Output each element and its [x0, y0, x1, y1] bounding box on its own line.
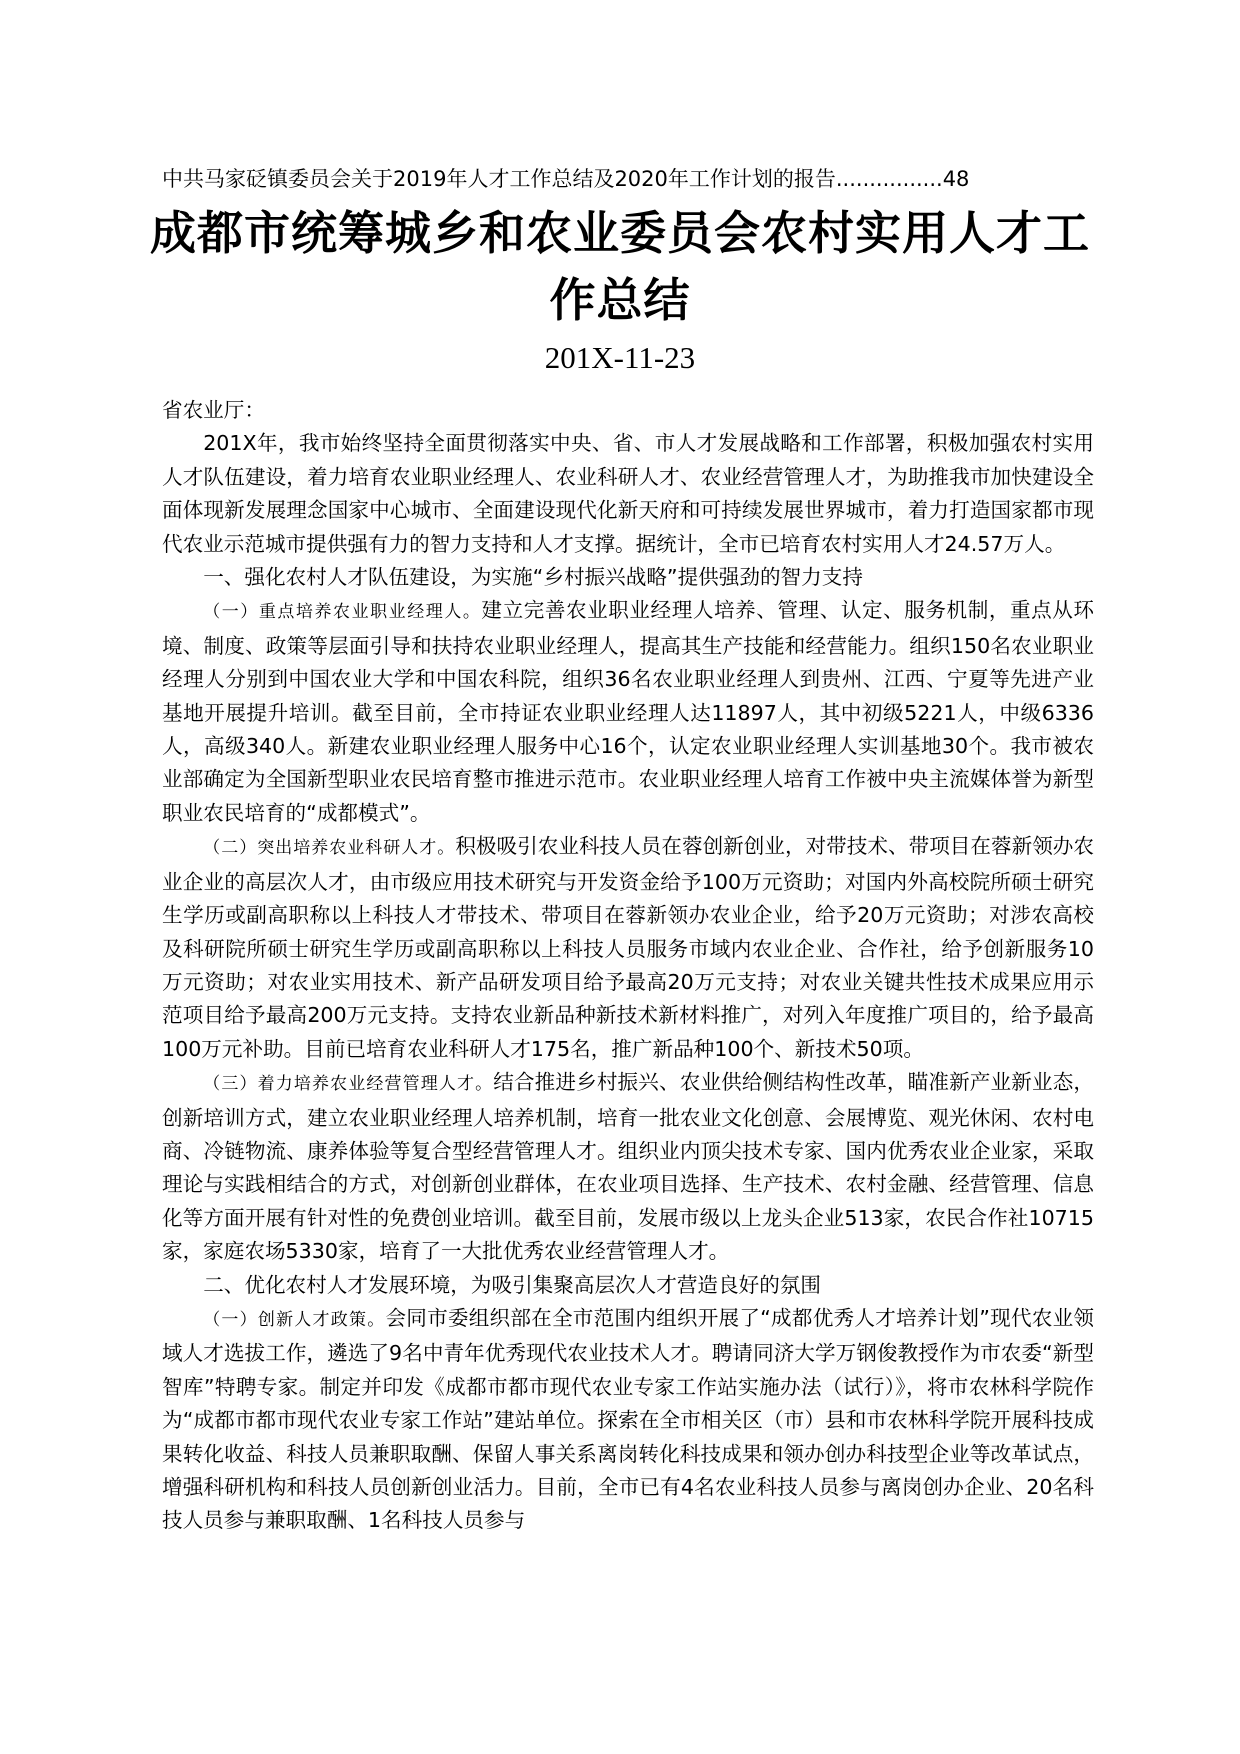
section-1-item-1: [162, 594, 1094, 830]
intro-paragraph: 201X年，我市始终坚持全面贯彻落实中央、省、市人才发展战略和工作部署，积极加强农村实用人才队伍建设，着力培育农业职业经理人、农业科研人才、农业经营管理人才，为助推我市加快建设全面体现新发展理念国家中心城市、全面建设现代化新天府和可持续发展世界城市，着力打造国家都市现代农业示范城市提供强有力的智力支持和人才支撑。据统计，全市已培育农村实用人才24.57万人。: [162, 431, 1094, 556]
subsection-text: 会同市委组织部在全市范围内组织开展了“成都优秀人才培养计划”现代农业领域人才选拔工作，遴选了9名中青年优秀现代农业技术人才。聘请同济大学万钢俊教授作为市农委“新型智库”特聘专家。制定并印发《成都市都市现代农业专家工作站实施办法（试行）》，将市农林科学院作为“成都市都市现代农业专家工作站”建站单位。探索在全市相关区（市）县和市农林科学院开展科技成果转化收益、科技人员兼职取酬、保留人事关系离岗转化科技成果和领办创办科技型企业等改革试点，增强科研机构和科技人员创新创业活力。目前，全市已有4名农业科技人员参与离岗创办企业、20名科技人员参与兼职取酬、1名科技人员参与: [162, 1305, 1094, 1533]
section-2-item-1: [162, 1302, 1094, 1538]
subsection-title: （一）重点培养农业职业经理人。: [203, 602, 482, 623]
section-1-item-2: [162, 830, 1094, 1066]
document-title: 成都市统筹城乡和农业委员会农村实用人才工作总结: [150, 206, 1090, 327]
subsection-title: （三）着力培养农业经营管理人才。: [203, 1074, 494, 1095]
document-date: 201X-11-23: [544, 340, 696, 375]
subsection-title: （二）突出培养农业科研人才。: [203, 838, 456, 859]
toc-entry: 中共马家砭镇委员会关于2019年人才工作总结及2020年工作计划的报告................48: [162, 167, 970, 191]
section-heading-2: 二、优化农村人才发展环境，为吸引集聚高层次人才营造良好的氛围: [203, 1272, 821, 1297]
subsection-text: 结合推进乡村振兴、农业供给侧结构性改革，瞄准新产业新业态，创新培训方式，建立农业职业经理人培养机制，培育一批农业文化创意、会展博览、观光休闲、农村电商、冷链物流、康养体验等复合型经营管理人才。组织业内顶尖技术专家、国内优秀农业企业家，采取理论与实践相结合的方式，对创新创业群体，在农业项目选择、生产技术、农村金融、经营管理、信息化等方面开展有针对性的免费创业培训。截至目前，发展市级以上龙头企业513家，农民合作社10715家，家庭农场5330家，培育了一大批优秀农业经营管理人才。: [162, 1070, 1095, 1264]
subsection-text: 积极吸引农业科技人员在蓉创新创业，对带技术、带项目在蓉新领办农业企业的高层次人才，由市级应用技术研究与开发资金给予100万元资助；对国内外高校院所硕士研究生学历或副高职称以上科技人才带技术、带项目在蓉新领办农业企业，给予20万元资助；对涉农高校及科研院所硕士研究生学历或副高职称以上科技人员服务市域内农业企业、合作社，给予创新服务10万元资助；对农业实用技术、新产品研发项目给予最高20万元支持；对农业关键共性技术成果应用示范项目给予最高200万元支持。支持农业新品种新技术新材料推广，对列入年度推广项目的，给予最高100万元补助。目前已培育农业科研人才175名，推广新品种100个、新技术50项。: [162, 834, 1095, 1061]
document-body: [162, 394, 1094, 1538]
section-1-item-3: [162, 1066, 1094, 1268]
subsection-text: 建立完善农业职业经理人培养、管理、认定、服务机制，重点从环境、制度、政策等层面引导和扶持农业职业经理人，提高其生产技能和经营能力。组织150名农业职业经理人分别到中国农业大学和中国农科院，组织36名农业职业经理人到贵州、江西、宁夏等先进产业基地开展提升培训。截至目前，全市持证农业职业经理人达11897人，其中初级5221人，中级6336人，高级340人。新建农业职业经理人服务中心16个，认定农业职业经理人实训基地30个。我市被农业部确定为全国新型职业农民培育整市推进示范市。农业职业经理人培育工作被中央主流媒体誉为新型职业农民培育的“成都模式”。: [162, 598, 1095, 825]
salutation: 省农业厅：: [162, 398, 265, 422]
section-heading-1: 一、强化农村人才队伍建设，为实施“乡村振兴战略”提供强劲的智力支持: [203, 565, 863, 590]
subsection-title: （一）创新人才政策。: [203, 1309, 386, 1330]
